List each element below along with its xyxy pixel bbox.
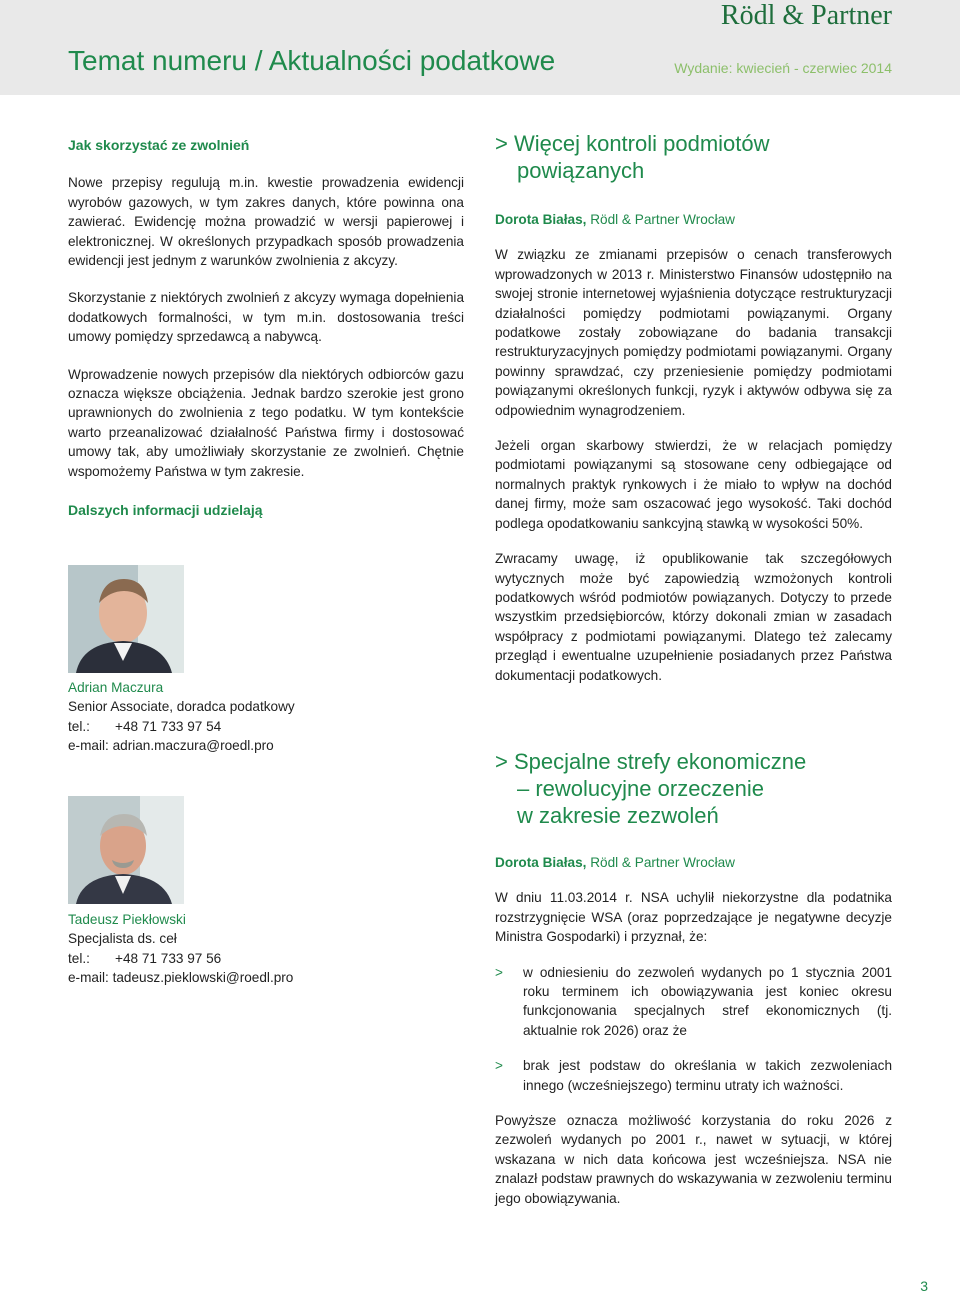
tel-label: tel.: (68, 950, 90, 966)
left-paragraph-3: Wprowadzenie nowych przepisów dla niektórych odbiorców gazu oznacza większe obciążenia. Jednak bardzo szerokie jest grono uprawnionych do zwolnienia z tego podatku. W tym kontekście warto przeanalizować działalność Państwa firmy i dostosować umowy tak, aby umożliwiały skorzystanie ze zwolnień. Chętnie wspomożemy Państwa w tym zakresie. (68, 366, 464, 479)
left-paragraph-1: Nowe przepisy regulują m.in. kwestie prowadzenia ewidencji wyrobów gazowych, w tym zakres danych, które powinna ona zawierać. Ewidencję można prowadzić w wersji papierowej i elektronicznej. W określonych przypadkach sposób prowadzenia ewidencji jest jednym z warunków zwolnienia z akcyzy. (68, 175, 464, 269)
contact-photo-tadeusz (68, 796, 184, 904)
contact-photo-adrian (68, 565, 184, 673)
author-name: Dorota Białas, (495, 212, 587, 227)
tel-label: tel.: (68, 718, 90, 734)
bullet-text: brak jest podstaw do określania w takich zezwoleniach innego (wcześniejszego) terminu utraty ich ważności. (523, 1058, 892, 1093)
portrait-image (68, 796, 184, 904)
contact-phone[interactable]: +48 71 733 97 56 (115, 950, 222, 966)
email-label: e-mail: (68, 970, 109, 986)
article-title-line: > Specjalne strefy ekonomiczne (495, 749, 807, 774)
contact-email[interactable]: tadeusz.pieklowski@roedl.pro (112, 970, 294, 986)
article-title-line: w zakresie zezwoleń (517, 803, 719, 828)
contact-heading: Dalszych informacji udzielają (68, 502, 263, 519)
article-title-line: powiązanych (517, 158, 645, 183)
article-title-line: > Więcej kontroli podmiotów (495, 131, 770, 156)
left-column (68, 136, 464, 521)
edition-label: Wydanie: kwiecień - czerwiec 2014 (674, 60, 892, 76)
portrait-image (68, 565, 184, 673)
author-name: Dorota Białas, (495, 855, 587, 870)
bullet-item (495, 1056, 892, 1095)
article-paragraph: Jeżeli organ skarbowy stwierdzi, że w relacjach pomiędzy podmiotami powiązanymi są stosowane ceny odbiegające od normalnych praktyk rynkowych i że miało to wpływ na dochód danej firmy, może sam oszacować jego wysokość. Taki dochód podlega opodatkowaniu sankcyjną stawką w wysokości 50%. (495, 438, 892, 531)
article-title (495, 748, 892, 829)
contact-card-tadeusz (68, 910, 368, 988)
email-label: e-mail: (68, 738, 109, 754)
brand-logo: Rödl & Partner (720, 0, 892, 31)
bullet-text: w odniesieniu do zezwoleń wydanych po 1 stycznia 2001 roku terminem ich obowiązywania jest koniec okresu funkcjonowania specjalnych stref ekonomicznych (tj. aktualnie rok 2026) oraz że (523, 964, 892, 1038)
article-title (495, 130, 892, 184)
author-organization: Rödl & Partner Wrocław (590, 212, 735, 227)
article-paragraph: Zwracamy uwagę, iż opublikowanie tak szczegółowych wytycznych może być zapowiedzią wzmożonych kontroli podatkowych wśród podmiotów powiązanych. Dotyczy to przede wszystkim przedsiębiorców, którzy dokonali zmian w zasadach współpracy z podmiotami powiązanymi. Dlatego też zalecamy przegląd i ewentualne uzupełnienie posiadanych przez Państwa dokumentacji podatkowych. (495, 551, 892, 683)
contact-name: Tadeusz Piekłowski (68, 912, 186, 927)
article-economic-zones (495, 748, 892, 1208)
bullet-arrow-icon: > (495, 964, 503, 980)
article-transfer-pricing (495, 130, 892, 685)
article-paragraph: Powyższe oznacza możliwość korzystania do roku 2026 z zezwoleń wydanych po 2001 r., nawet w sytuacji, w której wskazana w nich data końcowa jest wcześniejsza. NSA nie znalazł podstaw prawnych do wskazywania w zezwoleniu terminu jego obowiązywania. (495, 1113, 892, 1206)
bullet-item (495, 963, 892, 1041)
bullet-arrow-icon: > (495, 1058, 503, 1074)
article-author (495, 210, 892, 229)
article-author (495, 853, 892, 872)
page-header (0, 0, 960, 95)
left-paragraph-2: Skorzystanie z niektórych zwolnień z akcyzy wymaga dopełnienia dodatkowych formalności, w tym m.in. dostosowania treści umowy pomiędzy sprzedawcą a nabywcą. (68, 290, 464, 345)
author-organization: Rödl & Partner Wrocław (590, 855, 735, 870)
contact-card-adrian (68, 678, 368, 756)
contact-name: Adrian Maczura (68, 680, 164, 695)
article-paragraph: W związku ze zmianami przepisów o cenach transferowych wprowadzonych w 2013 r. Ministerstwo Finansów udostępniło na swojej stronie internetowej wyjaśnienia dotyczące restrukturyzacji działalności pomiędzy podmiotami powiązanymi. Organy podatkowe zostały zobowiązane do badania transakcji restrukturyzacyjnych pomiędzy podmiotami powiązanymi. Organy powinny sprawdzać, czy przeniesienie pomiędzy podmiotami powiązanymi określonych funkcji, ryzyk i aktywów odbywa się za odpowiednim wynagrodzeniem. (495, 247, 892, 418)
left-heading: Jak skorzystać ze zwolnień (68, 137, 250, 153)
article-paragraph: W dniu 11.03.2014 r. NSA uchylił niekorzystne dla podatnika rozstrzygnięcie WSA (oraz poprzedzające je negatywne decyzje Ministra Gospodarki) i przyznał, że: (495, 890, 892, 945)
section-title: Temat numeru / Aktualności podatkowe (68, 45, 556, 76)
page-number: 3 (920, 1278, 928, 1294)
contact-email[interactable]: adrian.maczura@roedl.pro (112, 738, 274, 754)
contact-phone[interactable]: +48 71 733 97 54 (115, 718, 222, 734)
contact-role: Specjalista ds. ceł (68, 931, 177, 947)
contact-role: Senior Associate, doradca podatkowy (68, 699, 295, 715)
article-title-line: – rewolucyjne orzeczenie (517, 776, 765, 801)
